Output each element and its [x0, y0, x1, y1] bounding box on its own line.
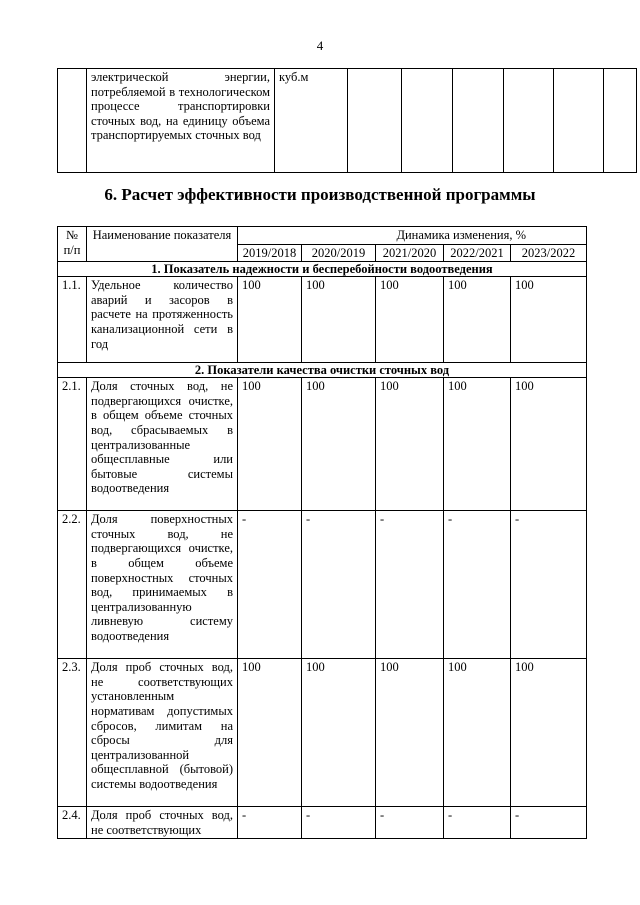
row-value: 100 [238, 378, 302, 511]
empty-cell [504, 69, 554, 173]
empty-cell [453, 69, 504, 173]
row-num: 2.4. [58, 807, 87, 839]
row-value: - [302, 807, 376, 839]
header-year: 2022/2021 [444, 244, 511, 262]
row-value: 100 [376, 659, 444, 807]
header-year: 2019/2018 [238, 244, 302, 262]
table-row [58, 378, 587, 511]
row-num: 2.1. [58, 378, 87, 511]
row-value: - [444, 807, 511, 839]
row-value: 100 [511, 277, 587, 363]
header-year: 2021/2020 [376, 244, 444, 262]
row-value: - [238, 807, 302, 839]
empty-cell [554, 69, 604, 173]
row-num: 1.1. [58, 277, 87, 363]
row-value: 100 [444, 659, 511, 807]
row-name: Доля проб сточных вод, не соответствующих установленным нормативам допустимых сбросов, лимитам на сбросы для централизованной общесплавной (бытовой) системы водоотведения [87, 659, 238, 807]
table-row [58, 511, 587, 659]
row-value: 100 [511, 659, 587, 807]
row-num: 2.3. [58, 659, 87, 807]
group-header-row [58, 262, 587, 277]
row-value: 100 [376, 277, 444, 363]
row-value: 100 [302, 659, 376, 807]
row-value: - [238, 511, 302, 659]
row-value: 100 [302, 277, 376, 363]
row-value: - [511, 807, 587, 839]
table-row [58, 807, 587, 839]
row-name: Доля поверхностных сточных вод, не подвергающихся очистке, в общем объеме поверхностных сточных вод, принимаемых в централизованную ливневую систему водоотведения [87, 511, 238, 659]
page-number: 4 [316, 38, 324, 53]
row-value: 100 [238, 277, 302, 363]
header-year: 2020/2019 [302, 244, 376, 262]
group-title: 1. Показатель надежности и бесперебойности водоотведения [58, 262, 587, 277]
row-name: Удельное количество аварий и засоров в расчете на протяженность канализационной сети в год [87, 277, 238, 363]
row-value: 100 [376, 378, 444, 511]
row-value: 100 [238, 659, 302, 807]
row-value: 100 [444, 277, 511, 363]
empty-cell [604, 69, 637, 173]
row-value: 100 [444, 378, 511, 511]
row-value: 100 [302, 378, 376, 511]
empty-num-cell [58, 69, 87, 173]
header-year: 2023/2022 [511, 244, 587, 262]
group-header-row [58, 363, 587, 378]
row-value: 100 [511, 378, 587, 511]
row-value: - [511, 511, 587, 659]
row-name: Доля сточных вод, не подвергающихся очистке, в общем объеме сточных вод, сбрасываемых в централизованные общесплавные или бытовые системы водоотведения [87, 378, 238, 511]
header-num: № п/п [58, 227, 87, 262]
row-value: - [444, 511, 511, 659]
continuation-name-cell: электрической энергии, потребляемой в технологическом процессе транспортировки сточных вод, на единицу объема транспортируемых сточных вод [87, 69, 275, 173]
row-name: Доля проб сточных вод, не соответствующих [87, 807, 238, 839]
header-dynamics: Динамика изменения, % [238, 227, 587, 245]
row-value: - [302, 511, 376, 659]
efficiency-table [57, 226, 587, 839]
section-title: 6. Расчет эффективности производственной программы [104, 185, 536, 204]
header-row-1 [58, 227, 587, 245]
continuation-table [57, 68, 637, 173]
continuation-row [58, 69, 637, 173]
row-value: - [376, 807, 444, 839]
table-row [58, 277, 587, 363]
continuation-unit-cell: куб.м [275, 69, 348, 173]
header-name: Наименование показателя [87, 227, 238, 262]
row-num: 2.2. [58, 511, 87, 659]
row-value: - [376, 511, 444, 659]
empty-cell [402, 69, 453, 173]
table-row [58, 659, 587, 807]
empty-cell [348, 69, 402, 173]
group-title: 2. Показатели качества очистки сточных вод [58, 363, 587, 378]
